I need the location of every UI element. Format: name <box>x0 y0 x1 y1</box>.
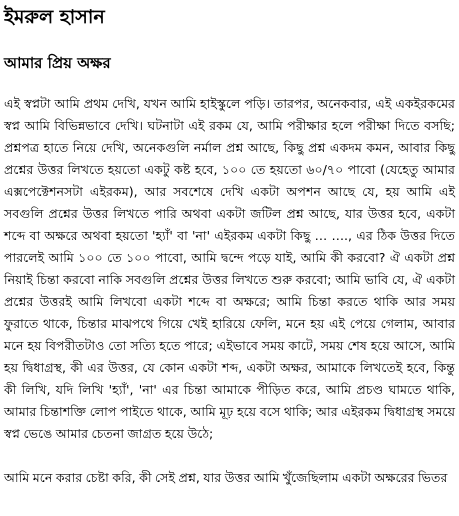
paragraph-1: এই স্বপ্নটা আমি প্রথম দেখি, যখন আমি হাইস্কুলে পড়ি। তারপর, অনেকবার, এই একইরকমের স্বপ্ন আমি বিভিন্নভাবে দেখি। ঘটনাটা এই রকম যে, আমি পরীক্ষার হলে পরীক্ষা দিতে বসছি; প্রশ্নপত্র হাতে নিয়ে দেখি, অনেকগুলি নর্মাল প্রশ্ন আছে, কিছু প্রশ্ন একদম কমন, আবার কিছু প্রশ্নের উত্তর লিখতে হয়তো একটু কষ্ট হবে, ১০০ তে হয়তো ৬০/৭০ পাবো (যেহেতু আমার এক্সপেক্টেশনসটা এইরকম), আর সবশেষে দেখি একটা অপশন আছে যে, হয় আমি এই সবগুলি প্রশ্নের উত্তর লিখতে পারি অথবা একটা জটিল প্রশ্ন আছে, যার উত্তর হবে, একটা শব্দে বা অক্ষরে অথবা হয়তো 'হ্যাঁ' বা 'না' এইরকম একটা কিছু … …., এর ঠিক উত্তর দিতে পারলেই আমি ১০০ তে ১০০ পাবো, আমি দ্বন্দে পড়ে যাই, আমি কী করবো? ঐ একটা প্রশ্ন নিয়াই চিন্তা করবো নাকি সবগুলি প্রশ্নের উত্তর লিখতে শুরু করবো; আমি ভাবি যে, ঐ একটা প্রশ্নের উত্তরই আমি লিখবো একটা শব্দে বা অক্ষরে; আমি চিন্তা করতে থাকি আর সময় ফুরাতে থাকে, চিন্তার মাঝপথে গিয়ে খেই হারিয়ে ফেলি, মনে হয় এই পেয়ে গেলাম, আবার মনে হয় বিপরীতটাও তো সত্যি হতে পারে; এইভাবে সময় কাটে, সময় শেষ হয়ে আসে, আমি হয় দ্বিধাগ্রস্থ, কী এর উত্তর, যে কোন একটা শব্দ, একটা অক্ষর, আমাকে লিখতেই হবে, কিন্তু কী লিখি, যদি লিখি 'হ্যাঁ', 'না' এর চিন্তা আমাকে পীড়িত করে, আমি প্রচণ্ড ঘামতে থাকি, আমার চিন্তাশক্তি লোপ পাইতে থাকে, আমি মূঢ় হয়ে বসে থাকি; আর এইরকম দ্বিধাগ্রস্থ সময়ে স্বপ্ন ভেঙে আমার চেতনা জাগ্রত হয়ে উঠে; <box>4 96 455 441</box>
paragraph-2: আমি মনে করার চেষ্টা করি, কী সেই প্রশ্ন, যার উত্তর আমি খুঁজেছিলাম একটা অক্ষরের ভিতর <box>4 470 448 485</box>
essay-title: আমার প্রিয় অক্ষর <box>4 54 111 72</box>
author-name: ইমরুল হাসান <box>4 6 105 28</box>
